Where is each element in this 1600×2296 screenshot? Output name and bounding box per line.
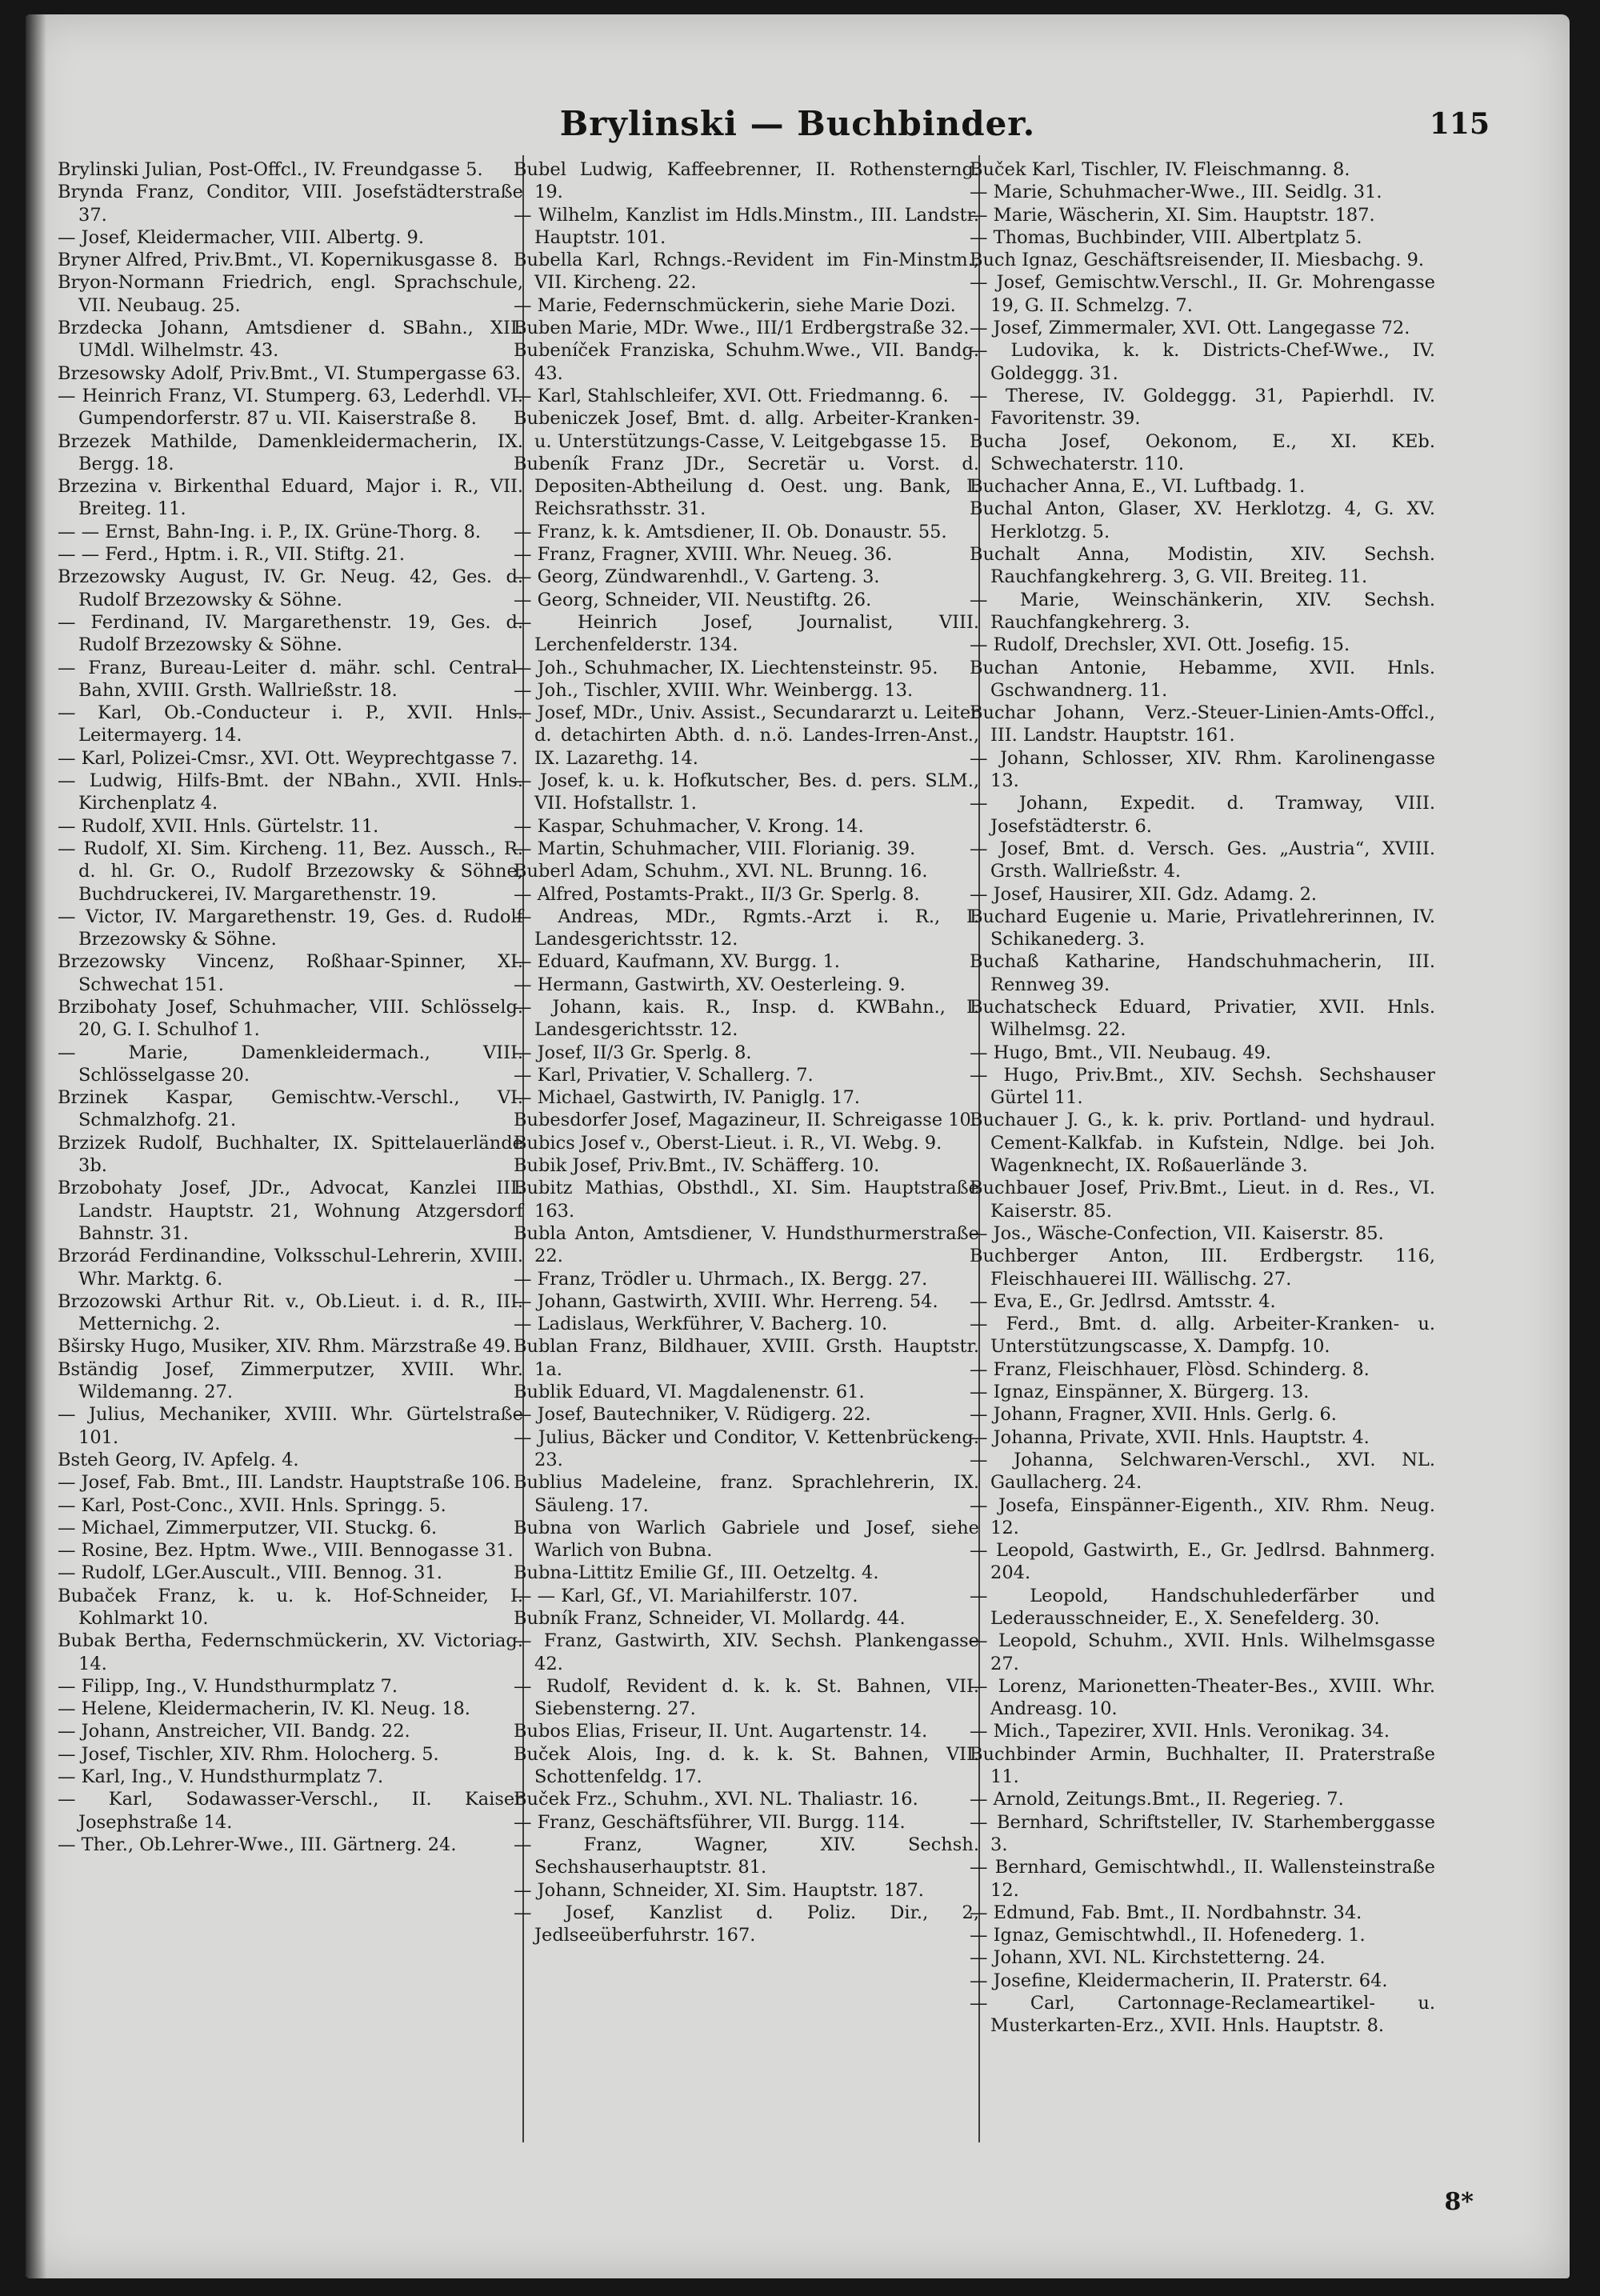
directory-entry: — Josef, Zimmermaler, XVI. Ott. Langegasse 72.: [970, 318, 1410, 339]
directory-entry: — Bernhard, Gemischtwhdl., II. Wallensteinstraße 12.: [970, 1857, 1435, 1901]
directory-entry: Bubna von Warlich Gabriele und Josef, siehe Warlich von Bubna.: [514, 1517, 979, 1562]
directory-entry: — Thomas, Buchbinder, VIII. Albertplatz 5.: [970, 226, 1362, 248]
directory-entry: — Hermann, Gastwirth, XV. Oesterleing. 9.: [514, 974, 906, 995]
directory-entry: Buchaß Katharine, Handschuhmacherin, III. Rennweg 39.: [970, 951, 1435, 995]
directory-entry: — Johann, Schneider, XI. Sim. Hauptstr. 187.: [514, 1879, 924, 1901]
directory-entry: Bryon-Normann Friedrich, engl. Sprachschule, VII. Neubaug. 25.: [58, 272, 523, 316]
directory-entry: — Bernhard, Schriftsteller, IV. Starhemberggasse 3.: [970, 1811, 1435, 1855]
directory-entry: — Johann, Gastwirth, XVIII. Whr. Herreng. 54.: [514, 1290, 938, 1312]
directory-entry: Brylinski Julian, Post-Offcl., IV. Freundgasse 5.: [58, 159, 483, 180]
directory-entry: Brzizek Rudolf, Buchhalter, IX. Spittelauerlände 3b.: [58, 1132, 523, 1177]
directory-entry: — Josefa, Einspänner-Eigenth., XIV. Rhm. Neug. 12.: [970, 1494, 1435, 1538]
directory-entry: — Georg, Zündwarenhdl., V. Garteng. 3.: [514, 566, 880, 588]
directory-entry: Bubak Bertha, Federnschmückerin, XV. Victoriag. 14.: [58, 1630, 523, 1674]
directory-entry: — Karl, Ing., V. Hundsthurmplatz 7.: [58, 1766, 384, 1788]
directory-entry: Brzdecka Johann, Amtsdiener d. SBahn., XII. UMdl. Wilhelmstr. 43.: [58, 318, 523, 362]
directory-entry: — Johanna, Selchwaren-Verschl., XVI. NL. Gaullacherg. 24.: [970, 1449, 1435, 1494]
directory-entry: — Helene, Kleidermacherin, IV. Kl. Neug. 18.: [58, 1698, 470, 1720]
directory-entry: — Johann, XVI. NL. Kirchstetterng. 24.: [970, 1947, 1326, 1969]
directory-page: [26, 14, 1570, 2278]
directory-entry: — Wilhelm, Kanzlist im Hdls.Minstm., III. Landstr. Hauptstr. 101.: [514, 204, 979, 248]
directory-entry: — Johann, Schlosser, XIV. Rhm. Karolinengasse 13.: [970, 747, 1435, 792]
directory-entry: — Andreas, MDr., Rgmts.-Arzt i. R., I. Landesgerichtsstr. 12.: [514, 906, 979, 950]
directory-entry: — Franz, k. k. Amtsdiener, II. Ob. Donaustr. 55.: [514, 521, 947, 542]
directory-entry: — Georg, Schneider, VII. Neustiftg. 26.: [514, 589, 872, 610]
directory-entry: — Eduard, Kaufmann, XV. Burgg. 1.: [514, 951, 840, 973]
directory-entry: — Karl, Stahlschleifer, XVI. Ott. Friedmanng. 6.: [514, 385, 949, 406]
directory-entry: — Arnold, Zeitungs.Bmt., II. Regerieg. 7.: [970, 1789, 1344, 1810]
directory-entry: — Leopold, Gastwirth, E., Gr. Jedlrsd. Bahnmerg. 204.: [970, 1540, 1435, 1584]
directory-entry: — Michael, Zimmerputzer, VII. Stuckg. 6.: [58, 1517, 438, 1538]
directory-entry: Brzinek Kaspar, Gemischtw.-Verschl., VI. Schmalzhofg. 21.: [58, 1087, 523, 1131]
directory-entry: — Alfred, Postamts-Prakt., II/3 Gr. Sperlg. 8.: [514, 883, 920, 905]
directory-entry: Bubesdorfer Josef, Magazineur, II. Schreigasse 10.: [514, 1110, 978, 1131]
directory-entry: — Ferdinand, IV. Margarethenstr. 19, Ges. d. Rudolf Brzezowsky & Söhne.: [58, 611, 523, 656]
directory-entry: — Mich., Tapezirer, XVII. Hnls. Veronikag. 34.: [970, 1721, 1390, 1742]
directory-entry: — Karl, Post-Conc., XVII. Hnls. Springg. 5.: [58, 1494, 446, 1516]
directory-entry: — Marie, Damenkleidermach., VIII. Schlösselgasse 20.: [58, 1042, 523, 1086]
directory-entry: — Leopold, Schuhm., XVII. Hnls. Wilhelmsgasse 27.: [970, 1630, 1435, 1674]
directory-entry: — Therese, IV. Goldeggg. 31, Papierhdl. IV. Favoritenstr. 39.: [970, 385, 1435, 430]
directory-entry: Bucha Josef, Oekonom, E., XI. KEb. Schwechaterstr. 110.: [970, 430, 1435, 474]
directory-entry: Brzorád Ferdinandine, Volksschul-Lehrerin, XVIII. Whr. Marktg. 6.: [58, 1246, 523, 1290]
directory-entry: — Franz, Geschäftsführer, VII. Burgg. 114.: [514, 1811, 906, 1833]
signature-mark: 8*: [1444, 2188, 1474, 2216]
directory-entry: — Karl, Sodawasser-Verschl., II. Kaiser Josephstraße 14.: [58, 1789, 523, 1833]
directory-entry: — Franz, Gastwirth, XIV. Sechsh. Plankengasse 42.: [514, 1630, 979, 1674]
directory-entry: — Josef, Fab. Bmt., III. Landstr. Hauptstraße 106.: [58, 1472, 511, 1494]
directory-entry: — Ludwig, Hilfs-Bmt. der NBahn., XVII. Hnls. Kirchenplatz 4.: [58, 770, 523, 814]
directory-entry: — Franz, Bureau-Leiter d. mähr. schl. Central-Bahn, XVIII. Grsth. Wallrießstr. 18.: [58, 657, 523, 701]
directory-entry: — Johann, Anstreicher, VII. Bandg. 22.: [58, 1721, 410, 1742]
directory-entry: Bubeník Franz JDr., Secretär u. Vorst. d. Depositen-Abtheilung d. Oest. ung. Bank, I. Reichsrathsstr. 31.: [514, 453, 979, 520]
directory-entry: Buček Frz., Schuhm., XVI. NL. Thaliastr. 16.: [514, 1789, 918, 1810]
directory-entry: Buchal Anton, Glaser, XV. Herklotzg. 4, G. XV. Herklotzg. 5.: [970, 498, 1435, 542]
directory-entry: Buberl Adam, Schuhm., XVI. NL. Brunng. 16.: [514, 861, 928, 882]
directory-entry: — Josef, Kleidermacher, VIII. Albertg. 9.: [58, 226, 424, 248]
directory-entry: — Joh., Tischler, XVIII. Whr. Weinbergg. 13.: [514, 679, 914, 701]
directory-entry: — Johann, Fragner, XVII. Hnls. Gerlg. 6.: [970, 1404, 1337, 1426]
directory-entry: — Josef, Tischler, XIV. Rhm. Holocherg. 5.: [58, 1743, 439, 1765]
directory-entry: — Kaspar, Schuhmacher, V. Krong. 14.: [514, 815, 864, 837]
directory-entry: — Karl, Ob.-Conducteur i. P., XVII. Hnls. Leitermayerg. 14.: [58, 702, 523, 746]
directory-entry: — Johanna, Private, XVII. Hnls. Hauptstr. 4.: [970, 1426, 1370, 1448]
directory-entry: Bubos Elias, Friseur, II. Unt. Augartenstr. 14.: [514, 1721, 928, 1742]
directory-entry: — Johann, Expedit. d. Tramway, VIII. Josefstädterstr. 6.: [970, 793, 1435, 837]
directory-entry: — Hugo, Priv.Bmt., XIV. Sechsh. Sechshauser Gürtel 11.: [970, 1064, 1435, 1109]
directory-entry: Bubella Karl, Rchngs.-Revident im Fin-Minstm., VII. Kircheng. 22.: [514, 250, 979, 294]
directory-entry: Buchacher Anna, E., VI. Luftbadg. 1.: [970, 476, 1306, 498]
directory-entry: — Marie, Schuhmacher-Wwe., III. Seidlg. 31.: [970, 182, 1382, 203]
directory-entry: — Josef, Gemischtw.Verschl., II. Gr. Mohrengasse 19, G. II. Schmelzg. 7.: [970, 272, 1435, 316]
directory-entry: — Marie, Federnschmückerin, siehe Marie Dozi.: [514, 294, 956, 316]
page-header: [26, 104, 1570, 152]
directory-entry: Bubeníček Franziska, Schuhm.Wwe., VII. Bandg. 43.: [514, 340, 979, 384]
directory-entry: Buchberger Anton, III. Erdbergstr. 116, Fleischhauerei III. Wällischg. 27.: [970, 1246, 1435, 1290]
directory-entry: — Rudolf, LGer.Auscult., VIII. Bennog. 31.: [58, 1562, 442, 1584]
directory-entry: — Johann, kais. R., Insp. d. KWBahn., I. Landesgerichtsstr. 12.: [514, 996, 979, 1041]
directory-entry: Brzobohaty Josef, JDr., Advocat, Kanzlei III. Landstr. Hauptstr. 21, Wohnung Atzgersdorf Bahnstr. 31.: [58, 1178, 523, 1244]
directory-entry: — Rudolf, XI. Sim. Kircheng. 11, Bez. Aussch., R. d. hl. Gr. O., Rudolf Brzezowsky & Söhne, Buchdruckerei, IV. Margarethenstr. 19.: [58, 838, 523, 905]
directory-entry: — Joh., Schuhmacher, IX. Liechtensteinstr. 95.: [514, 657, 938, 678]
directory-entry: — Hugo, Bmt., VII. Neubaug. 49.: [970, 1042, 1272, 1063]
directory-entry: Brzezowsky Vincenz, Roßhaar-Spinner, XI. Schwechat 151.: [58, 951, 523, 995]
directory-entry: Brzesowsky Adolf, Priv.Bmt., VI. Stumpergasse 63.: [58, 362, 522, 384]
directory-entry: — — Ferd., Hptm. i. R., VII. Stiftg. 21.: [58, 544, 406, 566]
directory-entry: Bubeniczek Josef, Bmt. d. allg. Arbeiter-Kranken- u. Unterstützungs-Casse, V. Leitgebgasse 15.: [514, 408, 979, 452]
directory-entry: Brzibohaty Josef, Schuhmacher, VIII. Schlösselg. 20, G. I. Schulhof 1.: [58, 996, 523, 1041]
directory-entry: Buben Marie, MDr. Wwe., III/1 Erdbergstraße 32.: [514, 318, 970, 339]
directory-entry: Buchar Johann, Verz.-Steuer-Linien-Amts-Offcl., III. Landstr. Hauptstr. 161.: [970, 702, 1435, 746]
directory-entry: — Martin, Schuhmacher, VIII. Florianig. 39.: [514, 838, 916, 859]
directory-entry: — Michael, Gastwirth, IV. Paniglg. 17.: [514, 1087, 861, 1109]
directory-entry: Bubitz Mathias, Obsthdl., XI. Sim. Hauptstraße 163.: [514, 1178, 979, 1222]
directory-entry: Buchbinder Armin, Buchhalter, II. Praterstraße 11.: [970, 1743, 1435, 1788]
directory-entry: — Marie, Weinschänkerin, XIV. Sechsh. Rauchfangkehrerg. 3.: [970, 589, 1435, 633]
directory-entry: — Ignaz, Gemischtwhdl., II. Hofenederg. 1.: [970, 1925, 1366, 1946]
directory-entry: — Heinrich Josef, Journalist, VIII. Lerchenfelderstr. 134.: [514, 611, 979, 656]
directory-entry: — Carl, Cartonnage-Reclameartikel- u. Musterkarten-Erz., XVII. Hnls. Hauptstr. 8.: [970, 1993, 1435, 2037]
directory-entry: — Rosine, Bez. Hptm. Wwe., VIII. Bennogasse 31.: [58, 1540, 514, 1562]
directory-entry: — — Karl, Gf., VI. Mariahilferstr. 107.: [514, 1585, 858, 1606]
directory-entry: — Karl, Polizei-Cmsr., XVI. Ott. Weyprechtgasse 7.: [58, 747, 518, 769]
directory-entry: — Franz, Fragner, XVIII. Whr. Neueg. 36.: [514, 544, 893, 566]
directory-entry: Bubaček Franz, k. u. k. Hof-Schneider, I. Kohlmarkt 10.: [58, 1585, 523, 1629]
directory-entry: Bryner Alfred, Priv.Bmt., VI. Kopernikusgasse 8.: [58, 250, 498, 271]
directory-entry: — Leopold, Handschuhlederfärber und Lederausschneider, E., X. Senefelderg. 30.: [970, 1585, 1435, 1629]
directory-entry: — Josefine, Kleidermacherin, II. Praterstr. 64.: [970, 1970, 1388, 1991]
directory-entry: — Josef, Hausirer, XII. Gdz. Adamg. 2.: [970, 883, 1318, 905]
directory-entry: — Jos., Wäsche-Confection, VII. Kaiserstr. 85.: [970, 1222, 1384, 1244]
directory-entry: Buček Karl, Tischler, IV. Fleischmanng. 8.: [970, 159, 1350, 180]
directory-entry: — Rudolf, Revident d. k. k. St. Bahnen, VII. Siebensterng. 27.: [514, 1675, 979, 1720]
directory-entry: Brzozowski Arthur Rit. v., Ob.Lieut. i. d. R., III. Metternichg. 2.: [58, 1290, 523, 1335]
directory-entry: — Josef, Bmt. d. Versch. Ges. „Austria“, XVIII. Grsth. Wallrießstr. 4.: [970, 838, 1435, 882]
directory-entry: — Ludovika, k. k. Districts-Chef-Wwe., IV. Goldeggg. 31.: [970, 340, 1435, 384]
directory-entry: Bubics Josef v., Oberst-Lieut. i. R., VI. Webg. 9.: [514, 1132, 942, 1154]
directory-entry: Bubik Josef, Priv.Bmt., IV. Schäfferg. 10.: [514, 1155, 880, 1177]
directory-entry: Bständig Josef, Zimmerputzer, XVIII. Whr. Wildemanng. 27.: [58, 1358, 523, 1403]
directory-entry: — Julius, Bäcker und Conditor, V. Kettenbrückeng. 23.: [514, 1426, 979, 1470]
directory-entry: — Marie, Wäscherin, XI. Sim. Hauptstr. 187.: [970, 204, 1375, 226]
directory-entry: — Ther., Ob.Lehrer-Wwe., III. Gärtnerg. 24.: [58, 1834, 457, 1855]
directory-entry: Bubla Anton, Amtsdiener, V. Hundsthurmerstraße 22.: [514, 1222, 979, 1267]
directory-entry: — Rudolf, XVII. Hnls. Gürtelstr. 11.: [58, 815, 379, 837]
directory-entry: Bubel Ludwig, Kaffeebrenner, II. Rothensterng. 19.: [514, 159, 979, 203]
directory-entry: — Filipp, Ing., V. Hundsthurmplatz 7.: [58, 1675, 398, 1697]
directory-entry: — Edmund, Fab. Bmt., II. Nordbahnstr. 34.: [970, 1902, 1362, 1923]
directory-entry: Buchbauer Josef, Priv.Bmt., Lieut. in d. Res., VI. Kaiserstr. 85.: [970, 1178, 1435, 1222]
directory-entry: — Ferd., Bmt. d. allg. Arbeiter-Kranken- u. Unterstützungscasse, X. Dampfg. 10.: [970, 1314, 1435, 1358]
directory-entry: Bublan Franz, Bildhauer, XVIII. Grsth. Hauptstr. 1a.: [514, 1336, 979, 1380]
directory-entry: Bširsky Hugo, Musiker, XIV. Rhm. Märzstraße 49.: [58, 1336, 511, 1358]
page-number: 115: [1429, 107, 1490, 141]
directory-entry: Bsteh Georg, IV. Apfelg. 4.: [58, 1449, 299, 1470]
directory-entry: — Lorenz, Marionetten-Theater-Bes., XVIII. Whr. Andreasg. 10.: [970, 1675, 1435, 1720]
directory-entry: — Karl, Privatier, V. Schallerg. 7.: [514, 1064, 814, 1086]
directory-entry: Brynda Franz, Conditor, VIII. Josefstädterstraße 37.: [58, 182, 523, 226]
directory-entry: — Josef, II/3 Gr. Sperlg. 8.: [514, 1042, 752, 1063]
directory-entry: Bublik Eduard, VI. Magdalenenstr. 61.: [514, 1382, 865, 1403]
directory-entry: — Josef, Bautechniker, V. Rüdigerg. 22.: [514, 1404, 871, 1426]
running-title: Brylinski — Buchbinder.: [559, 104, 1036, 143]
directory-entry: — Victor, IV. Margarethenstr. 19, Ges. d. Rudolf Brzezowsky & Söhne.: [58, 906, 523, 950]
directory-entry: — Josef, MDr., Univ. Assist., Secundararzt u. Leiter d. detachirten Abth. d. n.ö. Landes-Irren-Anst., IX. Lazarethg. 14.: [514, 702, 979, 769]
directory-entry: Buchauer J. G., k. k. priv. Portland- und hydraul. Cement-Kalkfab. in Kufstein, Ndlge. bei Joh. Wagenknecht, IX. Roßauerlände 3.: [970, 1110, 1435, 1177]
directory-entry: Bublius Madeleine, franz. Sprachlehrerin, IX. Säuleng. 17.: [514, 1472, 979, 1516]
directory-entry: Bubník Franz, Schneider, VI. Mollardg. 44.: [514, 1608, 906, 1629]
directory-entry: — Rudolf, Drechsler, XVI. Ott. Josefig. 15.: [970, 634, 1350, 656]
directory-entry: — Ladislaus, Werkführer, V. Bacherg. 10.: [514, 1314, 888, 1335]
directory-entry: Brzezek Mathilde, Damenkleidermacherin, IX. Bergg. 18.: [58, 430, 523, 474]
directory-entry: Buchatscheck Eduard, Privatier, XVII. Hnls. Wilhelmsg. 22.: [970, 996, 1435, 1041]
directory-entry: — Ignaz, Einspänner, X. Bürgerg. 13.: [970, 1382, 1310, 1403]
directory-entry: — Eva, E., Gr. Jedlrsd. Amtsstr. 4.: [970, 1290, 1276, 1312]
directory-entry: — — Ernst, Bahn-Ing. i. P., IX. Grüne-Thorg. 8.: [58, 521, 482, 542]
directory-entry: Buchard Eugenie u. Marie, Privatlehrerinnen, IV. Schikanederg. 3.: [970, 906, 1435, 950]
directory-entry: Brzezina v. Birkenthal Eduard, Major i. R., VII. Breiteg. 11.: [58, 476, 523, 520]
directory-entry: Buch Ignaz, Geschäftsreisender, II. Miesbachg. 9.: [970, 250, 1425, 271]
directory-entry: — Julius, Mechaniker, XVIII. Whr. Gürtelstraße 101.: [58, 1404, 523, 1448]
column-right: [970, 158, 1435, 2038]
directory-entry: Brzezowsky August, IV. Gr. Neug. 42, Ges. d. Rudolf Brzezowsky & Söhne.: [58, 566, 523, 610]
directory-entry: — Franz, Fleischhauer, Flòsd. Schinderg. 8.: [970, 1358, 1370, 1380]
directory-entry: Bubna-Littitz Emilie Gf., III. Oetzeltg. 4.: [514, 1562, 879, 1584]
directory-entry: — Franz, Trödler u. Uhrmach., IX. Bergg. 27.: [514, 1268, 928, 1290]
column-middle: [514, 158, 979, 1946]
directory-entry: Buchalt Anna, Modistin, XIV. Sechsh. Rauchfangkehrerg. 3, G. VII. Breiteg. 11.: [970, 544, 1435, 588]
column-left: [58, 158, 523, 1856]
directory-entry: — Heinrich Franz, VI. Stumperg. 63, Lederhdl. VI. Gumpendorferstr. 87 u. VII. Kaiserstraße 8.: [58, 385, 523, 430]
directory-entry: — Josef, k. u. k. Hofkutscher, Bes. d. pers. SLM., VII. Hofstallstr. 1.: [514, 770, 979, 814]
directory-entry: — Franz, Wagner, XIV. Sechsh. Sechshauserhauptstr. 81.: [514, 1834, 979, 1878]
directory-entry: — Josef, Kanzlist d. Poliz. Dir., 2, Jedlseeüberfuhrstr. 167.: [514, 1902, 979, 1946]
directory-entry: Buchan Antonie, Hebamme, XVII. Hnls. Gschwandnerg. 11.: [970, 657, 1435, 701]
directory-entry: Buček Alois, Ing. d. k. k. St. Bahnen, VII. Schottenfeldg. 17.: [514, 1743, 979, 1788]
